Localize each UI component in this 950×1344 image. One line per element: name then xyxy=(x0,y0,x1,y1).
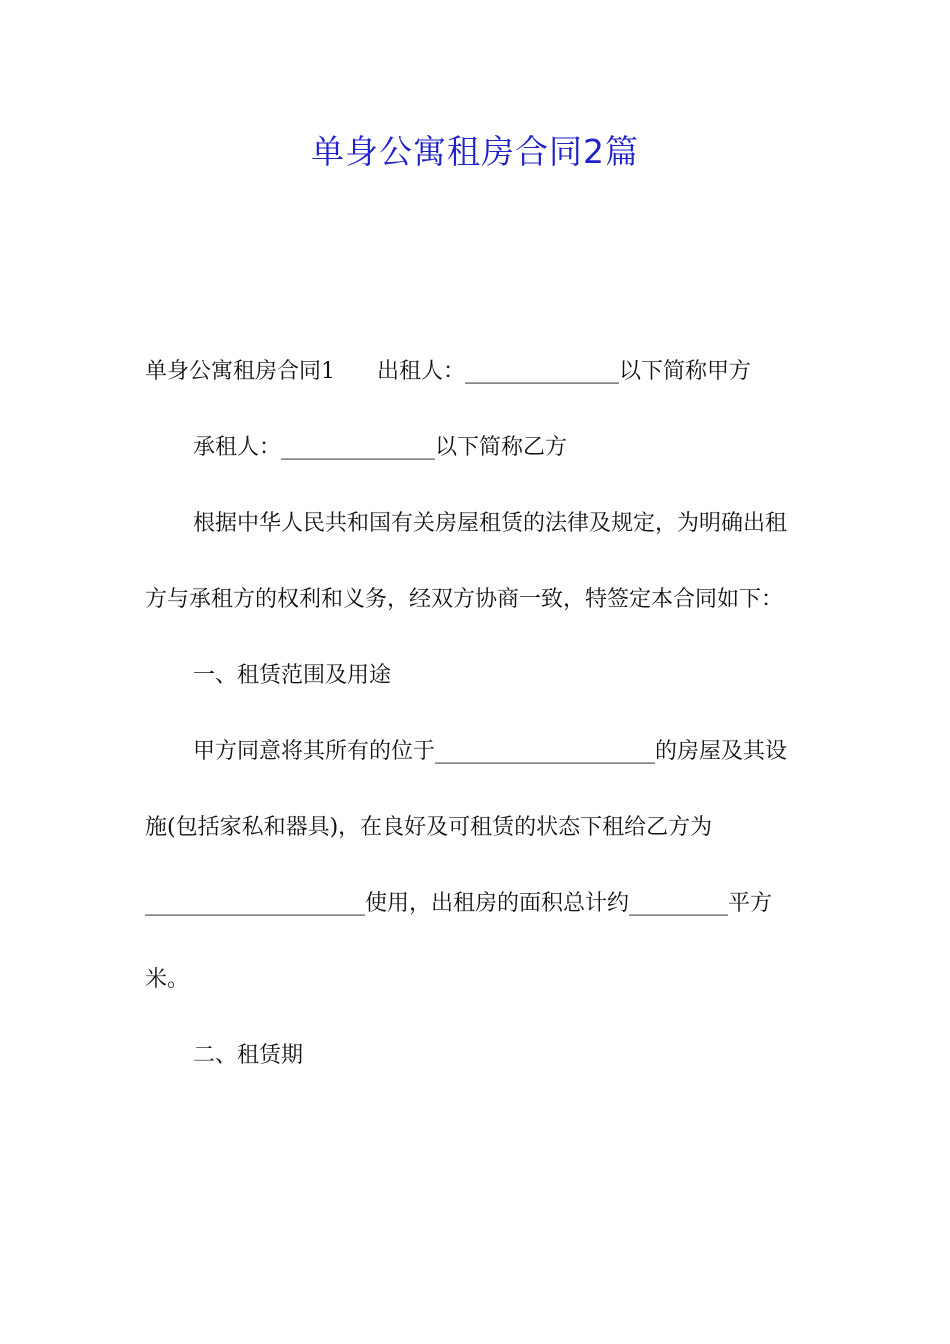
paragraph-lessee: 承租人：______________以下简称乙方 xyxy=(193,435,568,460)
document-title: 单身公寓租房合同2篇 xyxy=(311,132,639,171)
paragraph-preamble: 根据中华人民共和国有关房屋租赁的法律及规定，为明确出租方与承租方的权利和义务，经双方协商一致，特签定本合同如下： xyxy=(145,511,788,612)
paragraph-scope: 甲方同意将其所有的位于____________________的房屋及其设施(包括家私和器具)，在良好及可租赁的状态下租给乙方为____________________使用，出租房的面积总计约_________平方米。 xyxy=(145,739,788,992)
lessor-line: 出租人：______________以下简称甲方 xyxy=(377,359,752,384)
paragraph-parties-lessor xyxy=(145,334,805,410)
section-heading-1: 一、租赁范围及用途 xyxy=(193,663,392,688)
section-heading-2: 二、租赁期 xyxy=(193,1043,304,1068)
document-body xyxy=(145,334,805,1094)
contract-heading: 单身公寓租房合同1 xyxy=(145,359,335,384)
